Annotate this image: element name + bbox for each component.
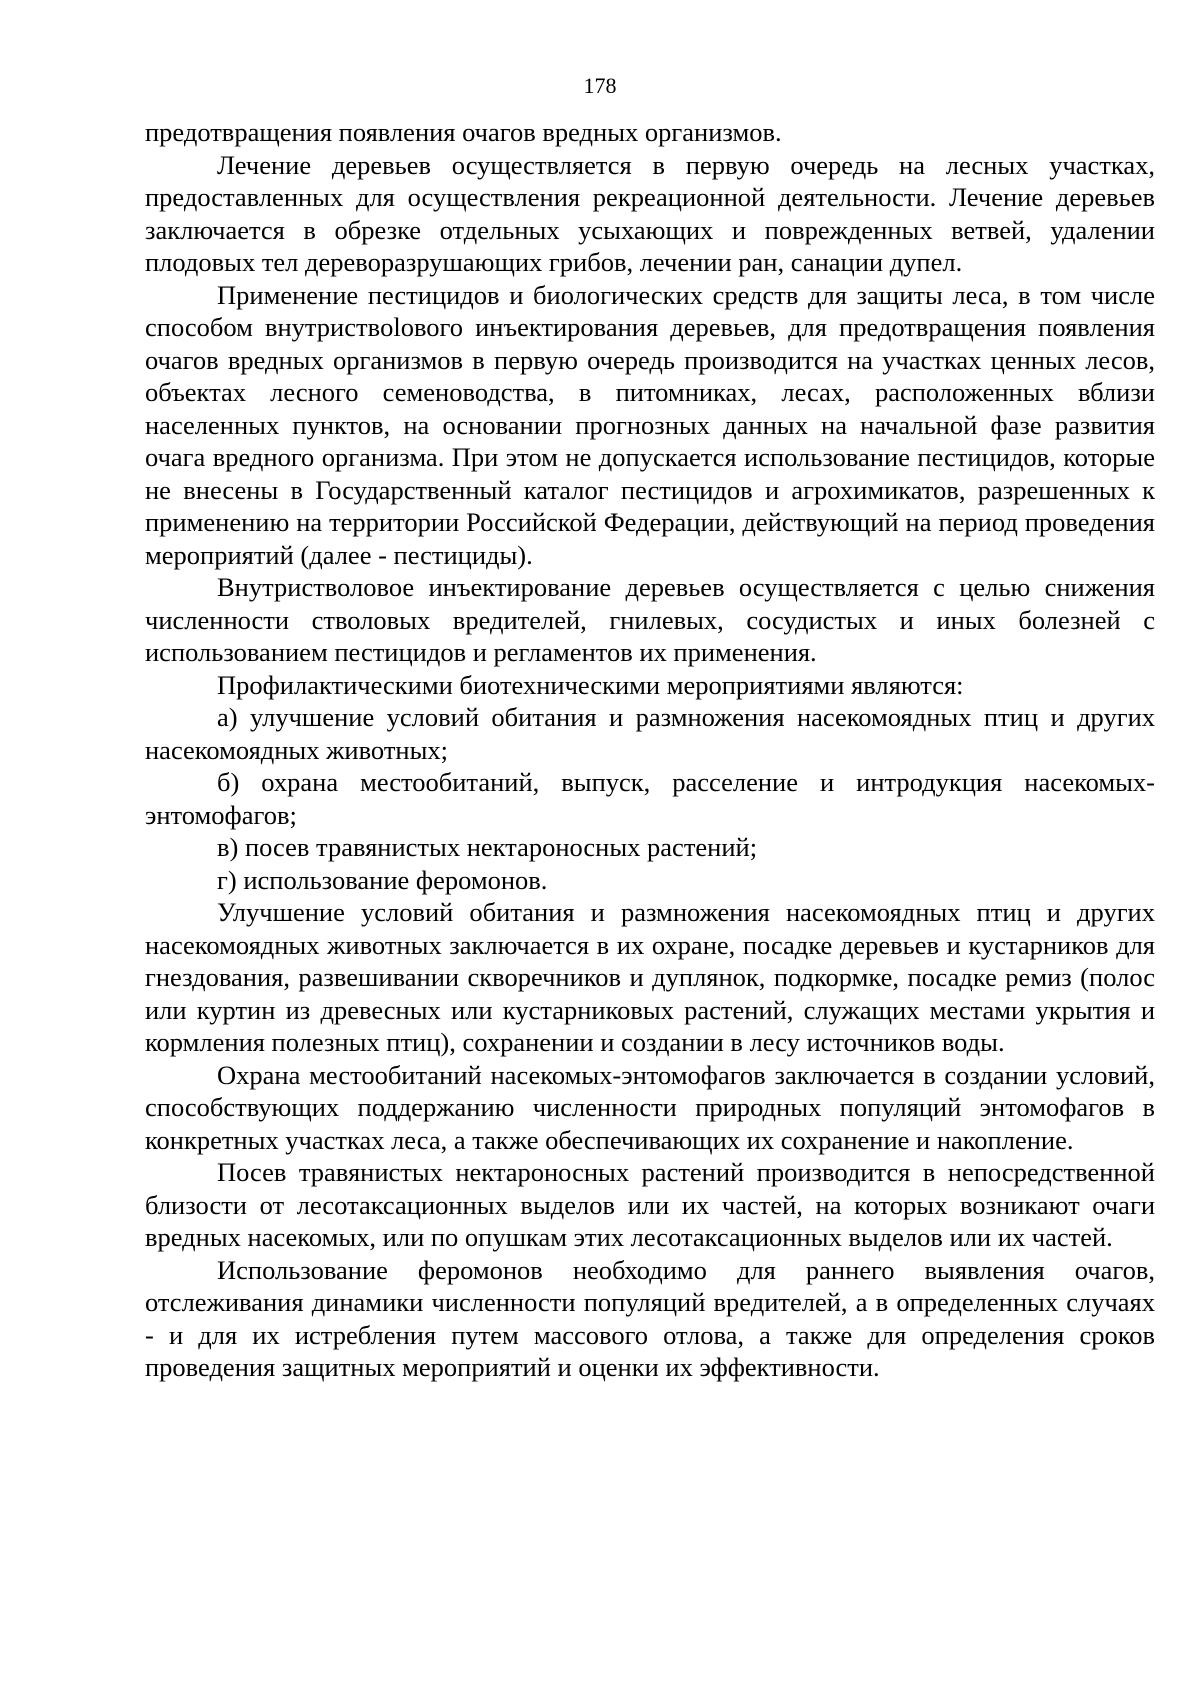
list-item-d: г) использование феромонов. — [217, 864, 548, 895]
paragraph-nectar-plants: Посев травянистых нектароносных растений производится в непосредственной близости от лесотаксационных выделов или их частей, на которых возникают очаги вредных насекомых, или по опушкам этих лесотаксационных выделов или их частей. — [145, 1157, 1155, 1252]
paragraph-biotech-measures-intro: Профилактическими биотехническими мероприятиями являются: — [217, 669, 964, 700]
paragraph-tree-treatment: Лечение деревьев осуществляется в первую очередь на лесных участках, предоставленных для осуществления рекреационной деятельности. Лечение деревьев заключается в обрезке отдельных усыхающих и поврежденных ветвей, удалении плодовых тел дереворазрушающих грибов, лечении ран, санации дупел. — [145, 149, 1155, 277]
list-item-a: а) улучшение условий обитания и размножения насекомоядных птиц и других насекомоядных животных; — [145, 702, 1155, 765]
paragraph-pesticide-use: Применение пестицидов и биологических средств для защиты леса, в том числе способом внутриствolового инъектирования деревьев, для предотвращения появления очагов вредных организмов в первую очередь производится на участках ценных лесов, объектах лесного семеноводства, в питомниках, лесах, расположенных вблизи населенных пунктов, на основании прогнозных данных на начальной фазе развития очага вредного организма. При этом не допускается использование пестицидов, которые не внесены в Государственный каталог пестицидов и агрохимикатов, разрешенных к применению на территории Российской Федерации, действующий на период проведения мероприятий (далее - пестициды). — [145, 279, 1155, 570]
paragraph-birds-habitat: Улучшение условий обитания и размножения насекомоядных птиц и других насекомоядных животных заключается в их охране, посадке деревьев и кустарников для гнездования, развешивании скворечников и дуплянок, подкормке, посадке ремиз (полос или куртин из древесных или кустарниковых растений, служащих местами укрытия и кормления полезных птиц), сохранении и создании в лесу источников воды. — [145, 897, 1155, 1057]
list-item-b: б) охрана местообитаний, выпуск, расселение и интродукция насекомых-энтомофагов; — [145, 767, 1155, 830]
list-item-c: в) посев травянистых нектароносных растений; — [217, 832, 758, 862]
paragraph-entomophage-protection: Охрана местообитаний насекомых-энтомофагов заключается в создании условий, способствующих поддержанию численности природных популяций энтомофагов в конкретных участках леса, а также обеспечивающих их сохранение и накопление. — [145, 1059, 1155, 1155]
paragraph-trunk-injection: Внутристволовое инъектирование деревьев осуществляется с целью снижения численности стволовых вредителей, гнилевых, сосудистых и иных болезней с использованием пестицидов и регламентов их применения. — [145, 572, 1155, 667]
paragraph-continuation: предотвращения появления очагов вредных организмов. — [145, 117, 782, 147]
body-text — [145, 116, 1155, 1384]
paragraph-pheromones: Использование феромонов необходимо для раннего выявления очагов, отслеживания динамики численности популяций вредителей, а в определенных случаях - и для их истребления путем массового отлова, а также для определения сроков проведения защитных мероприятий и оценки их эффективности. — [145, 1254, 1155, 1382]
page-number: 178 — [583, 73, 617, 98]
